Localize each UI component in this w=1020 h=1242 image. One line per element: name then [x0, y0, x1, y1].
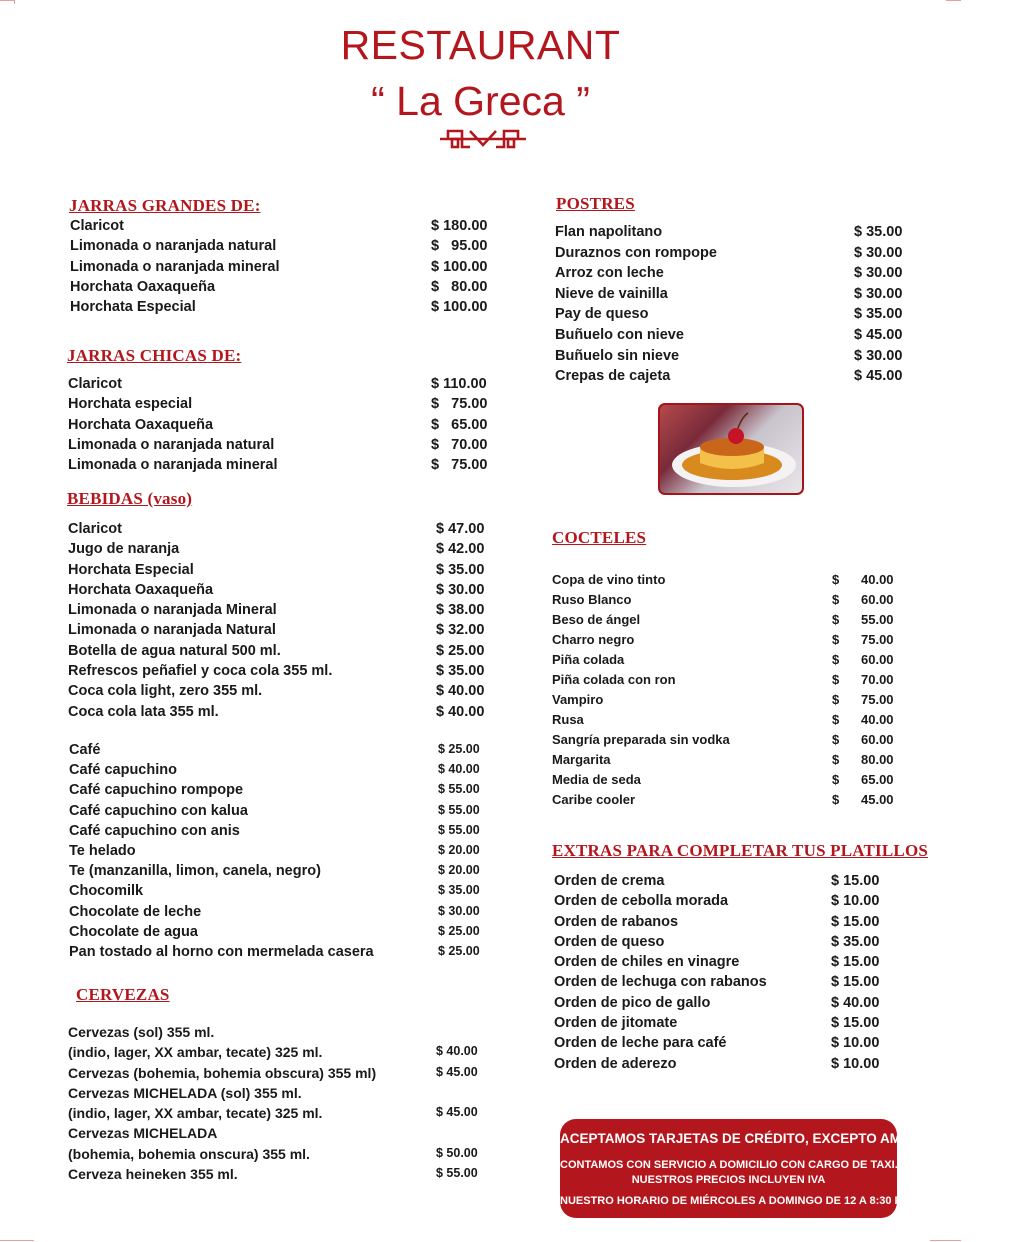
- menu-item-name: Claricot: [70, 218, 124, 234]
- menu-item-price: $ 40.00: [438, 762, 480, 777]
- menu-item-name: Ruso Blanco: [552, 592, 632, 607]
- menu-item-currency: $: [832, 752, 840, 767]
- menu-item-name: Buñuelo con nieve: [555, 326, 684, 343]
- menu-item-price: $ 30.00: [854, 244, 903, 261]
- menu-item: [555, 368, 934, 389]
- menu-item-price: $ 75.00: [431, 396, 488, 413]
- section-title-jarras-chicas: JARRAS CHICAS DE:: [67, 346, 242, 365]
- menu-item-price: $ 42.00: [436, 541, 485, 558]
- menu-item-name: Pay de queso: [555, 306, 649, 323]
- menu-item: [69, 782, 518, 802]
- menu-item-price: 60.00: [861, 652, 894, 667]
- menu-item-price: $ 25.00: [438, 742, 480, 756]
- menu-item: [68, 582, 516, 602]
- crop-mark: [0, 0, 14, 1]
- menu-item-price: 40.00: [861, 572, 894, 587]
- menu-item-price: $ 20.00: [438, 863, 480, 878]
- section-title-cervezas: CERVEZAS: [76, 985, 170, 1004]
- menu-item: [69, 883, 518, 903]
- menu-item-name: Orden de chiles en vinagre: [554, 954, 740, 971]
- menu-item-price: 70.00: [861, 672, 894, 687]
- menu-item: [555, 224, 934, 245]
- menu-item-price: $ 40.00: [436, 703, 485, 720]
- menu-item-price: 40.00: [861, 712, 894, 727]
- menu-item: [68, 417, 511, 437]
- menu-item-currency: $: [832, 732, 840, 747]
- menu-item-price: $ 30.00: [436, 581, 485, 598]
- menu-item-price: $ 32.00: [436, 622, 485, 639]
- menu-item-price: $ 100.00: [431, 258, 488, 275]
- menu-item-price: $ 45.00: [436, 1064, 478, 1079]
- menu-item-name: Beso de ángel: [552, 612, 641, 627]
- menu-item: [552, 592, 894, 612]
- menu-item-price: $ 180.00: [431, 218, 488, 234]
- crop-mark: [0, 1240, 34, 1241]
- menu-item-price: $ 55.00: [438, 782, 480, 797]
- menu-item-name: Pan tostado al horno con mermelada casera: [69, 943, 374, 960]
- menu-item-name: Buñuelo sin nieve: [555, 347, 680, 364]
- menu-item-price: $ 15.00: [831, 873, 880, 889]
- menu-item-price: $ 100.00: [431, 299, 488, 316]
- menu-item-price: $ 30.00: [854, 347, 903, 364]
- menu-item-name: Arroz con leche: [555, 265, 664, 282]
- menu-item: [68, 376, 511, 396]
- menu-item-name: Claricot: [68, 376, 122, 392]
- menu-item: [555, 306, 934, 327]
- menu-item: [69, 803, 518, 823]
- menu-item: [68, 1044, 516, 1064]
- menu-item: [552, 752, 894, 772]
- menu-item-price: $ 30.00: [854, 285, 903, 302]
- menu-item: [554, 873, 911, 893]
- menu-item: [68, 1065, 516, 1085]
- menu-item-price: 75.00: [861, 692, 894, 707]
- menu-item: [68, 1024, 516, 1044]
- menu-item-currency: $: [832, 652, 840, 667]
- menu-item-name: Cervezas (bohemia, bohemia obscura) 355 ml): [68, 1064, 377, 1081]
- notice-hours: NUESTRO HORARIO DE MIÉRCOLES A DOMINGO DE 12 A 8:30 PM.: [560, 1195, 915, 1207]
- menu-item: [69, 742, 518, 762]
- menu-item-name: Copa de vino tinto: [552, 572, 666, 587]
- menu-item: [68, 602, 516, 622]
- menu-item-price: $ 75.00: [431, 457, 488, 474]
- menu-item-name: Cervezas MICHELADA: [68, 1125, 218, 1142]
- menu-item: [554, 954, 911, 974]
- menu-item-currency: $: [832, 712, 840, 727]
- menu-item-price: $ 35.00: [438, 883, 480, 898]
- menu-item: [68, 396, 511, 416]
- menu-item-name: Horchata Oaxaqueña: [68, 416, 214, 433]
- menu-item-name: Caribe cooler: [552, 792, 636, 807]
- menu-item-price: $ 35.00: [831, 933, 880, 950]
- menu-item-currency: $: [832, 632, 840, 647]
- menu-item-name: Coca cola light, zero 355 ml.: [68, 683, 263, 700]
- menu-item-price: 55.00: [861, 612, 894, 627]
- notice-cards: ACEPTAMOS TARJETAS DE CRÉDITO, EXCEPTO AMERICAN EXPRESS: [560, 1131, 1020, 1146]
- menu-item-name: Limonada o naranjada mineral: [68, 457, 278, 474]
- flan-image: [660, 405, 802, 493]
- menu-item-price: $ 50.00: [436, 1145, 478, 1160]
- menu-item: [555, 348, 934, 369]
- menu-item-name: Café capuchino: [69, 762, 177, 779]
- menu-item-price: $ 10.00: [831, 893, 880, 910]
- menu-item-name: Café capuchino rompope: [69, 782, 244, 799]
- menu-item-currency: $: [832, 572, 840, 587]
- section-title-extras: EXTRAS PARA COMPLETAR TUS PLATILLOS: [552, 841, 929, 860]
- menu-item: [68, 457, 511, 477]
- menu-item-name: Limonada o naranjada Mineral: [68, 602, 277, 619]
- menu-item-price: $ 35.00: [436, 663, 485, 680]
- menu-item-name: Piña colada con ron: [552, 672, 676, 687]
- menu-item: [68, 704, 516, 724]
- menu-item: [68, 521, 516, 541]
- menu-item-name: Orden de rabanos: [554, 913, 679, 930]
- menu-item-name: (indio, lager, XX ambar, tecate) 325 ml.: [68, 1105, 323, 1122]
- menu-item: [70, 259, 511, 279]
- menu-item-price: $ 70.00: [431, 436, 488, 453]
- menu-item-name: Orden de crema: [554, 873, 665, 889]
- menu-item: [68, 1166, 516, 1186]
- menu-item: [552, 692, 894, 712]
- menu-item-name: Limonada o naranjada mineral: [70, 258, 280, 275]
- menu-item-name: Limonada o naranjada Natural: [68, 622, 276, 639]
- menu-item-name: Flan napolitano: [555, 224, 663, 240]
- restaurant-name: “ La Greca ”: [371, 78, 590, 124]
- menu-item-price: $ 25.00: [436, 642, 485, 659]
- menu-item: [68, 1146, 516, 1166]
- menu-item: [68, 437, 511, 457]
- menu-item: [68, 683, 516, 703]
- menu-item: [69, 944, 518, 964]
- crop-mark: [930, 1240, 961, 1241]
- menu-item-currency: $: [832, 592, 840, 607]
- menu-item: [69, 823, 518, 843]
- menu-item-price: $ 20.00: [438, 842, 480, 857]
- menu-item-price: $ 40.00: [436, 683, 485, 700]
- menu-item-price: 45.00: [861, 792, 894, 807]
- menu-item-name: Orden de lechuga con rabanos: [554, 974, 767, 991]
- menu-item-price: $ 10.00: [831, 1055, 880, 1072]
- menu-item-currency: $: [832, 692, 840, 707]
- menu-item-name: (bohemia, bohemia onscura) 355 ml.: [68, 1145, 310, 1162]
- menu-item: [70, 299, 511, 319]
- menu-item-price: $ 35.00: [854, 224, 903, 240]
- menu-item: [552, 612, 894, 632]
- menu-item: [69, 863, 518, 883]
- crop-mark: [14, 0, 15, 4]
- menu-item-price: 65.00: [861, 772, 894, 787]
- menu-item-price: $ 45.00: [854, 368, 903, 385]
- menu-item-price: $ 40.00: [831, 994, 880, 1011]
- menu-item-name: Vampiro: [552, 692, 604, 707]
- menu-item-name: Orden de jitomate: [554, 1015, 678, 1032]
- menu-item-price: 80.00: [861, 752, 894, 767]
- menu-item: [552, 732, 894, 752]
- menu-item-name: Chocolate de leche: [69, 903, 202, 920]
- menu-item-price: $ 47.00: [436, 521, 485, 537]
- menu-item-price: $ 10.00: [831, 1035, 880, 1052]
- menu-item-name: Orden de queso: [554, 933, 665, 950]
- menu-item: [69, 843, 518, 863]
- menu-item: [554, 1035, 911, 1055]
- menu-item: [69, 904, 518, 924]
- menu-item-price: $ 95.00: [431, 238, 488, 255]
- menu-item: [555, 286, 934, 307]
- menu-item-name: Cervezas (sol) 355 ml.: [68, 1024, 215, 1040]
- menu-item-currency: $: [832, 672, 840, 687]
- menu-item-name: Te helado: [69, 842, 136, 859]
- menu-item-price: $ 25.00: [438, 943, 480, 958]
- menu-item: [68, 541, 516, 561]
- crop-mark: [946, 0, 961, 1]
- menu-item-price: $ 15.00: [831, 913, 880, 930]
- menu-item-name: Rusa: [552, 712, 584, 727]
- section-title-cocteles: COCTELES: [552, 528, 647, 547]
- menu-item-name: Duraznos con rompope: [555, 244, 717, 261]
- menu-item-name: Chocomilk: [69, 883, 144, 900]
- menu-item-currency: $: [832, 772, 840, 787]
- menu-item-name: Jugo de naranja: [68, 541, 180, 558]
- menu-item-name: Café: [69, 742, 101, 758]
- menu-item-price: $ 80.00: [431, 278, 488, 295]
- menu-item-name: Limonada o naranjada natural: [70, 238, 277, 255]
- menu-item-name: Crepas de cajeta: [555, 368, 671, 385]
- menu-item-name: Orden de pico de gallo: [554, 994, 711, 1011]
- menu-item: [554, 914, 911, 934]
- menu-item-price: $ 15.00: [831, 954, 880, 971]
- menu-item: [552, 572, 894, 592]
- menu-item-name: Café capuchino con kalua: [69, 802, 248, 819]
- menu-item: [68, 1085, 516, 1105]
- menu-item: [69, 762, 518, 782]
- menu-item: [69, 924, 518, 944]
- menu-item-price: $ 30.00: [854, 265, 903, 282]
- section-title-jarras-grandes: JARRAS GRANDES DE:: [69, 196, 261, 215]
- menu-item-price: $ 55.00: [438, 802, 480, 817]
- menu-item-currency: $: [832, 612, 840, 627]
- menu-item-price: $ 40.00: [436, 1044, 478, 1059]
- menu-item-name: Sangría preparada sin vodka: [552, 732, 730, 747]
- notice-iva: NUESTROS PRECIOS INCLUYEN IVA: [631, 1174, 826, 1186]
- section-title-postres: POSTRES: [556, 194, 635, 213]
- menu-item-name: (indio, lager, XX ambar, tecate) 325 ml.: [68, 1044, 323, 1061]
- dessert-photo: [658, 403, 804, 495]
- menu-item-price: $ 45.00: [436, 1105, 478, 1120]
- menu-item: [70, 238, 511, 258]
- cervezas-list: [68, 1024, 516, 1186]
- jarras-grandes-list: [70, 218, 511, 319]
- menu-item: [552, 632, 894, 652]
- greek-fret-ornament-icon: [440, 128, 526, 150]
- menu-item: [552, 772, 894, 792]
- menu-item-price: $ 30.00: [438, 903, 480, 918]
- menu-item-price: $ 35.00: [436, 561, 485, 578]
- menu-item: [70, 279, 511, 299]
- menu-item: [554, 1056, 911, 1076]
- menu-item-name: Piña colada: [552, 652, 625, 667]
- menu-item-name: Horchata especial: [68, 396, 193, 413]
- menu-item-name: Horchata Oaxaqueña: [68, 581, 214, 598]
- menu-item: [68, 562, 516, 582]
- menu-item-price: $ 55.00: [438, 822, 480, 837]
- menu-item: [552, 652, 894, 672]
- menu-item-price: $ 65.00: [431, 416, 488, 433]
- jarras-chicas-list: [68, 376, 511, 477]
- menu-item-price: $ 110.00: [431, 376, 487, 392]
- payment-notice-box: [560, 1119, 1020, 1218]
- menu-item: [552, 792, 894, 812]
- menu-item-name: Chocolate de agua: [69, 923, 198, 940]
- bebidas-list: [68, 521, 516, 724]
- menu-item: [555, 265, 934, 286]
- menu-item-name: Limonada o naranjada natural: [68, 436, 275, 453]
- menu-item-price: $ 25.00: [438, 923, 480, 938]
- extras-list: [554, 873, 911, 1076]
- menu-item: [554, 995, 911, 1015]
- menu-item: [68, 663, 516, 683]
- menu-item-name: Horchata Oaxaqueña: [70, 278, 216, 295]
- menu-item-name: Café capuchino con anis: [69, 822, 240, 839]
- menu-item-name: Cerveza heineken 355 ml.: [68, 1166, 238, 1183]
- menu-item-price: $ 45.00: [854, 326, 903, 343]
- menu-item-name: Claricot: [68, 521, 122, 537]
- menu-item-name: Margarita: [552, 752, 611, 767]
- menu-item: [554, 893, 911, 913]
- menu-item-name: Nieve de vainilla: [555, 285, 668, 302]
- menu-item: [554, 934, 911, 954]
- menu-item-name: Botella de agua natural 500 ml.: [68, 642, 281, 659]
- menu-item-name: Media de seda: [552, 772, 641, 787]
- menu-item-name: Charro negro: [552, 632, 635, 647]
- menu-item-name: Horchata Especial: [68, 561, 194, 578]
- menu-item-price: $ 38.00: [436, 602, 485, 619]
- menu-item-name: Orden de aderezo: [554, 1055, 677, 1072]
- menu-item: [555, 245, 934, 266]
- menu-item-name: Cervezas MICHELADA (sol) 355 ml.: [68, 1084, 302, 1101]
- menu-item-name: Coca cola lata 355 ml.: [68, 703, 219, 720]
- menu-item: [552, 712, 894, 732]
- menu-item-price: 75.00: [861, 632, 894, 647]
- menu-item: [554, 1015, 911, 1035]
- menu-item: [554, 974, 911, 994]
- menu-item-price: $ 55.00: [436, 1166, 478, 1181]
- menu-item-name: Refrescos peñafiel y coca cola 355 ml.: [68, 663, 333, 680]
- menu-item: [555, 327, 934, 348]
- menu-item-currency: $: [832, 792, 840, 807]
- restaurant-label: RESTAURANT: [340, 22, 621, 68]
- menu-item-name: Te (manzanilla, limon, canela, negro): [69, 863, 321, 880]
- menu-item-price: 60.00: [861, 592, 894, 607]
- cafes-list: [69, 742, 518, 964]
- menu-item-name: Orden de leche para café: [554, 1035, 727, 1052]
- menu-item: [70, 218, 511, 238]
- menu-item-price: 60.00: [861, 732, 894, 747]
- menu-item-name: Orden de cebolla morada: [554, 893, 729, 910]
- menu-item: [68, 622, 516, 642]
- menu-item-price: $ 35.00: [854, 306, 903, 323]
- postres-list: [555, 224, 934, 389]
- section-title-bebidas: BEBIDAS (vaso): [67, 489, 193, 508]
- menu-item-name: Horchata Especial: [70, 299, 196, 316]
- menu-item-price: $ 15.00: [831, 974, 880, 991]
- notice-delivery: CONTAMOS CON SERVICIO A DOMICILIO CON CARGO DE TAXI.: [560, 1159, 898, 1171]
- menu-item: [68, 643, 516, 663]
- cocteles-list: [552, 572, 894, 812]
- menu-item-price: $ 15.00: [831, 1015, 880, 1032]
- menu-item: [68, 1125, 516, 1145]
- menu-item: [68, 1105, 516, 1125]
- menu-item: [552, 672, 894, 692]
